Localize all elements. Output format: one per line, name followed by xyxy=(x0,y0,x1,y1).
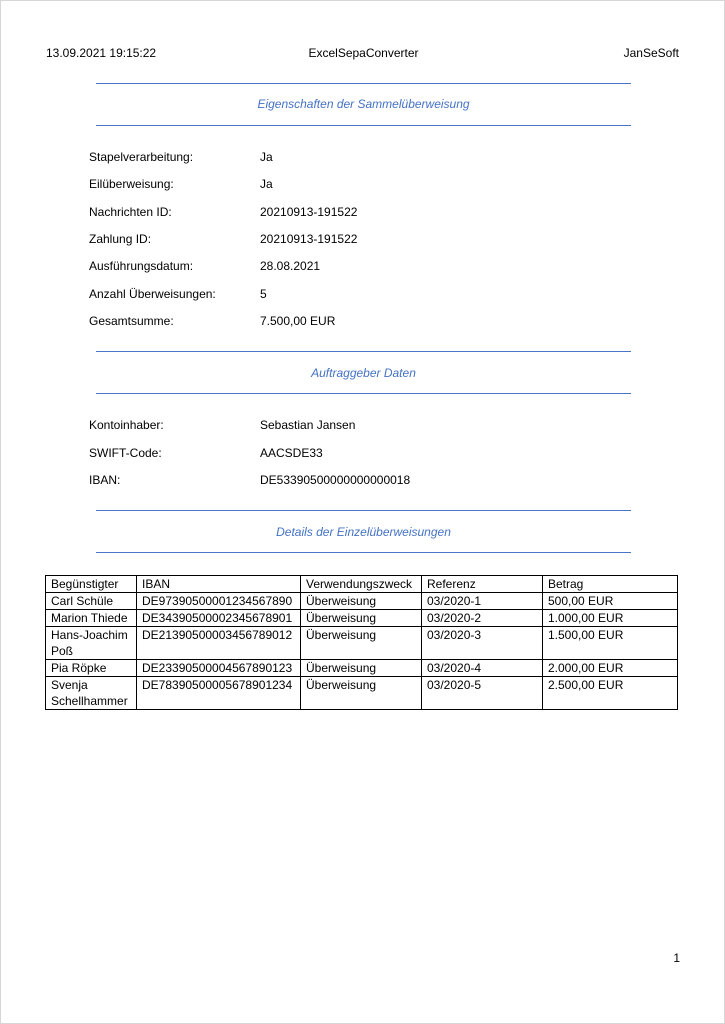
property-value: 20210913-191522 xyxy=(260,205,358,219)
principal-label: Kontoinhaber: xyxy=(89,418,164,432)
principal-label: IBAN: xyxy=(89,473,121,487)
cell-purpose: Überweisung xyxy=(301,677,422,710)
section-divider xyxy=(96,83,631,84)
cell-reference: 03/2020-1 xyxy=(422,593,543,610)
cell-reference: 03/2020-4 xyxy=(422,660,543,677)
cell-purpose: Überweisung xyxy=(301,593,422,610)
cell-amount: 1.000,00 EUR xyxy=(543,610,678,627)
column-header-reference: Referenz xyxy=(422,576,543,593)
table-row xyxy=(46,610,678,627)
column-header-purpose: Verwendungszweck xyxy=(301,576,422,593)
property-label: Gesamtsumme: xyxy=(89,314,174,328)
cell-iban: DE23390500004567890123 xyxy=(137,660,301,677)
property-label: Nachrichten ID: xyxy=(89,205,172,219)
cell-amount: 1.500,00 EUR xyxy=(543,627,678,660)
property-value: 7.500,00 EUR xyxy=(260,314,336,328)
header-vendor: JanSeSoft xyxy=(623,46,679,60)
column-header-iban: IBAN xyxy=(137,576,301,593)
table-row xyxy=(46,677,678,710)
cell-amount: 500,00 EUR xyxy=(543,593,678,610)
cell-reference: 03/2020-3 xyxy=(422,627,543,660)
table-header-row xyxy=(46,576,678,593)
section-divider xyxy=(96,351,631,352)
section-title-properties: Eigenschaften der Sammelüberweisung xyxy=(257,97,470,111)
transfers-table xyxy=(45,575,678,710)
column-header-beneficiary: Begünstigter xyxy=(46,576,137,593)
page-number: 1 xyxy=(673,951,680,965)
section-title-details: Details der Einzelüberweisungen xyxy=(276,525,451,539)
cell-beneficiary: Svenja Schellhammer xyxy=(46,677,137,710)
section-divider xyxy=(96,125,631,126)
property-value: 28.08.2021 xyxy=(260,259,321,273)
principal-value: DE53390500000000000018 xyxy=(260,473,411,487)
property-value: 5 xyxy=(260,287,267,301)
header-app-name: ExcelSepaConverter xyxy=(308,46,419,60)
cell-amount: 2.500,00 EUR xyxy=(543,677,678,710)
cell-iban: DE97390500001234567890 xyxy=(137,593,301,610)
property-label: Eilüberweisung: xyxy=(89,177,174,191)
column-header-amount: Betrag xyxy=(543,576,678,593)
property-label: Zahlung ID: xyxy=(89,232,152,246)
cell-reference: 03/2020-2 xyxy=(422,610,543,627)
table-row xyxy=(46,660,678,677)
property-label: Anzahl Überweisungen: xyxy=(89,287,216,301)
cell-purpose: Überweisung xyxy=(301,610,422,627)
section-title-principal: Auftraggeber Daten xyxy=(311,366,416,380)
cell-iban: DE78390500005678901234 xyxy=(137,677,301,710)
property-value: 20210913-191522 xyxy=(260,232,358,246)
section-divider xyxy=(96,510,631,511)
cell-purpose: Überweisung xyxy=(301,627,422,660)
cell-beneficiary: Carl Schüle xyxy=(46,593,137,610)
property-label: Ausführungsdatum: xyxy=(89,259,194,273)
cell-purpose: Überweisung xyxy=(301,660,422,677)
table-row xyxy=(46,627,678,660)
principal-value: Sebastian Jansen xyxy=(260,418,356,432)
cell-iban: DE21390500003456789012 xyxy=(137,627,301,660)
cell-reference: 03/2020-5 xyxy=(422,677,543,710)
principal-value: AACSDE33 xyxy=(260,446,323,460)
property-value: Ja xyxy=(260,177,273,191)
table-row xyxy=(46,593,678,610)
cell-beneficiary: Hans-Joachim Poß xyxy=(46,627,137,660)
section-divider xyxy=(96,393,631,394)
section-divider xyxy=(96,552,631,553)
property-label: Stapelverarbeitung: xyxy=(89,150,194,164)
cell-iban: DE34390500002345678901 xyxy=(137,610,301,627)
cell-amount: 2.000,00 EUR xyxy=(543,660,678,677)
cell-beneficiary: Pia Röpke xyxy=(46,660,137,677)
header-timestamp: 13.09.2021 19:15:22 xyxy=(46,46,157,60)
property-value: Ja xyxy=(260,150,273,164)
cell-beneficiary: Marion Thiede xyxy=(46,610,137,627)
principal-label: SWIFT-Code: xyxy=(89,446,162,460)
